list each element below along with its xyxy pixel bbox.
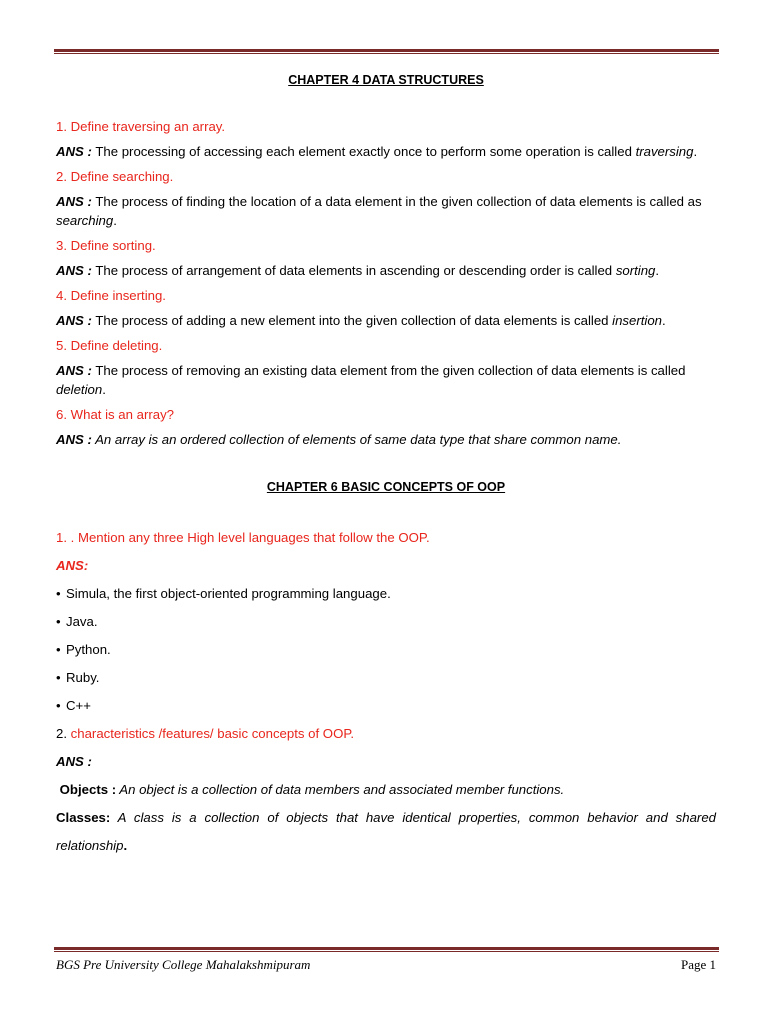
list-item bbox=[56, 640, 716, 659]
college-name: BGS Pre University College Mahalakshmipuram bbox=[56, 957, 311, 972]
language-text: C++ bbox=[66, 698, 91, 713]
answer-term: insertion bbox=[612, 313, 663, 328]
chapter6-question-1: 1. . Mention any three High level languages that follow the OOP. bbox=[56, 530, 430, 545]
list-item bbox=[56, 696, 716, 715]
answer bbox=[56, 311, 716, 330]
question: 1. Define traversing an array. bbox=[56, 119, 226, 134]
answer-text: The process of finding the location of a data element in the given collection of data elements is called as bbox=[91, 194, 702, 209]
language-text: Ruby. bbox=[66, 670, 100, 685]
answer-text: The process of adding a new element into the given collection of data elements is called bbox=[91, 313, 613, 328]
answer bbox=[56, 261, 716, 280]
ans-label: ANS : bbox=[56, 144, 92, 159]
page-number: Page 1 bbox=[680, 957, 716, 972]
question-number: 2. bbox=[56, 726, 71, 741]
question: 2. Define searching. bbox=[56, 169, 174, 184]
chapter4-qa-1 bbox=[56, 117, 716, 161]
answer-end: . bbox=[655, 263, 660, 278]
ans-label-red: ANS: bbox=[56, 558, 89, 573]
list-item bbox=[56, 584, 716, 603]
classes-label: Classes: bbox=[56, 810, 111, 825]
question: 5. Define deleting. bbox=[56, 338, 163, 353]
ans-label: ANS : bbox=[56, 432, 92, 447]
ans-label: ANS : bbox=[56, 363, 92, 378]
question: 3. Define sorting. bbox=[56, 238, 156, 253]
list-item bbox=[56, 612, 716, 631]
question: 6. What is an array? bbox=[56, 407, 175, 422]
answer bbox=[56, 142, 716, 161]
answer-term: deletion bbox=[56, 382, 103, 397]
chapter4-qa-3 bbox=[56, 236, 716, 280]
question: 4. Define inserting. bbox=[56, 288, 166, 303]
languages-list bbox=[56, 584, 716, 715]
classes-text: A class is a collection of objects that have identical properties, common behavior and shared relationship bbox=[56, 810, 716, 853]
chapter4-qa-2 bbox=[56, 167, 716, 230]
ans-label: ANS : bbox=[56, 194, 92, 209]
classes-end: . bbox=[123, 838, 128, 853]
chapter4-qa-6 bbox=[56, 405, 716, 449]
bullet-icon: • bbox=[56, 614, 61, 629]
ans-label: ANS : bbox=[56, 754, 92, 769]
footer-rule bbox=[54, 947, 719, 952]
language-text: Python. bbox=[66, 642, 111, 657]
language-text: Java. bbox=[66, 614, 98, 629]
list-item bbox=[56, 668, 716, 687]
ans-label: ANS : bbox=[56, 313, 92, 328]
page-footer bbox=[56, 957, 716, 973]
bullet-icon: • bbox=[56, 670, 61, 685]
classes-definition bbox=[56, 804, 716, 860]
answer-text: The processing of accessing each element exactly once to perform some operation is called bbox=[91, 144, 636, 159]
answer-term: sorting bbox=[615, 263, 656, 278]
answer bbox=[56, 361, 716, 399]
answer-text: The process of arrangement of data elements in ascending or descending order is called bbox=[91, 263, 616, 278]
language-text: Simula, the first object-oriented programming language. bbox=[66, 586, 391, 601]
answer-text: The process of removing an existing data element from the given collection of data elements is called bbox=[91, 363, 686, 378]
answer bbox=[56, 430, 716, 449]
ans-label: ANS : bbox=[56, 263, 92, 278]
answer-end: . bbox=[113, 213, 117, 228]
chapter6-title: CHAPTER 6 BASIC CONCEPTS OF OOP bbox=[266, 480, 506, 494]
answer-term: searching bbox=[56, 213, 114, 228]
page-content bbox=[56, 71, 716, 869]
objects-label: Objects : bbox=[59, 782, 117, 797]
bullet-icon: • bbox=[56, 586, 61, 601]
chapter6-question-2 bbox=[56, 724, 716, 743]
answer bbox=[56, 192, 716, 230]
answer-end: . bbox=[102, 382, 106, 397]
answer-term: An array is an ordered collection of elements of same data type that share common name. bbox=[91, 432, 622, 447]
objects-definition bbox=[56, 780, 716, 799]
chapter4-title: CHAPTER 4 DATA STRUCTURES bbox=[288, 73, 484, 87]
bullet-icon: • bbox=[56, 642, 61, 657]
answer-end: . bbox=[693, 144, 698, 159]
answer-term: traversing bbox=[635, 144, 694, 159]
objects-text: An object is a collection of data members and associated member functions. bbox=[116, 782, 565, 797]
chapter4-qa-4 bbox=[56, 286, 716, 330]
chapter4-qa-5 bbox=[56, 336, 716, 399]
header-rule bbox=[54, 49, 719, 54]
answer-end: . bbox=[662, 313, 666, 328]
question-text: characteristics /features/ basic concepts of OOP. bbox=[70, 726, 355, 741]
bullet-icon: • bbox=[56, 698, 61, 713]
